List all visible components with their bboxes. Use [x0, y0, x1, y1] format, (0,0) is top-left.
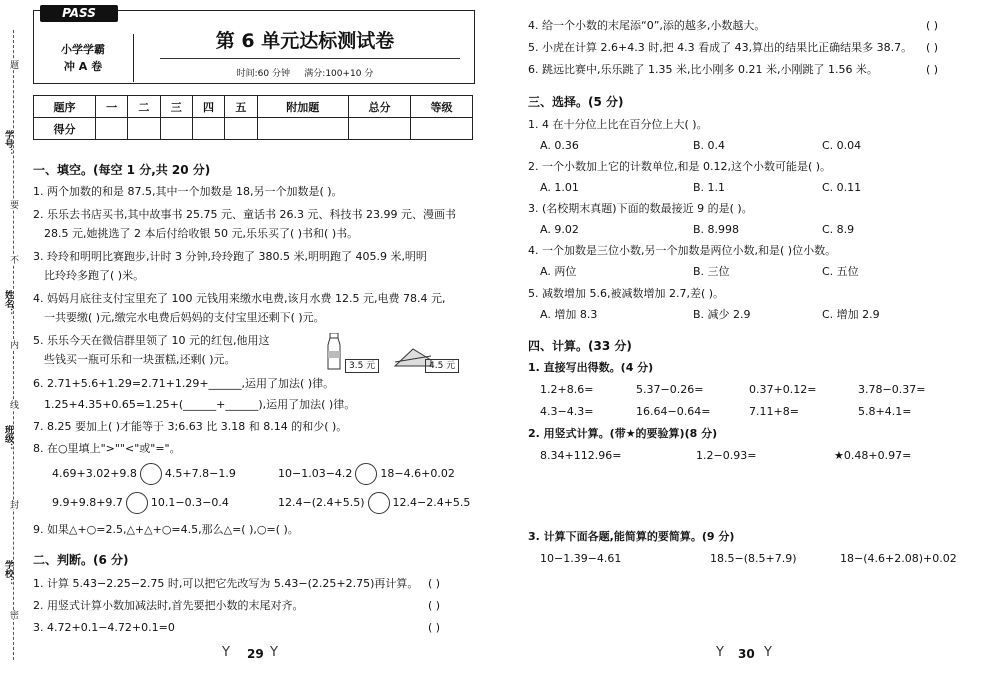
simplify-calc-item: 10−1.39−4.61 — [540, 552, 622, 565]
score-cell: 题序 — [34, 96, 96, 118]
fill-question-9: 9. 如果△+○=2.5,△+△+○=4.5,那么△=( ),○=( )。 — [33, 523, 299, 536]
judge-question-4: 4. 给一个小数的末尾添“0”,添的越多,小数越大。 — [528, 19, 766, 32]
direct-calc-item: 0.37+0.12= — [749, 383, 817, 396]
judge-answer-5[interactable]: ( ) — [926, 41, 939, 54]
score-input-cell[interactable] — [257, 118, 349, 140]
score-input-cell[interactable] — [192, 118, 224, 140]
judge-question-6: 6. 跳远比赛中,乐乐跳了 1.35 米,比小刚多 0.21 米,小刚跳了 1.56 米。 — [528, 63, 878, 76]
direct-calc-item: 16.64−0.64= — [636, 405, 711, 418]
choice-option: A. 1.01 — [540, 181, 579, 194]
judge-answer-2[interactable]: ( ) — [428, 599, 441, 612]
cola-bottle-icon — [322, 333, 346, 371]
compare-left: 9.9+9.8+9.7 — [52, 496, 123, 509]
school-label: 学校： — [3, 560, 13, 587]
fill-question-7: 7. 8.25 要加上( )才能等于 3;6.63 比 3.18 和 8.14 的和少( )。 — [33, 420, 348, 433]
section-fill-title: 一、填空。(每空 1 分,共 20 分) — [33, 163, 211, 177]
choice-option: B. 0.4 — [693, 139, 726, 152]
direct-calc-item: 4.3−4.3= — [540, 405, 594, 418]
pass-logo: PASS — [40, 5, 118, 22]
score-input-cell[interactable] — [95, 118, 127, 140]
compare-circle[interactable] — [140, 463, 162, 485]
direct-calc-item: 5.37−0.26= — [636, 383, 704, 396]
vertical-calc-item: ★0.48+0.97= — [834, 449, 912, 462]
judge-answer-6[interactable]: ( ) — [926, 63, 939, 76]
brand-line1: 小学学霸 — [61, 43, 105, 56]
direct-calc-item: 7.11+8= — [749, 405, 799, 418]
fill-question-8: 8. 在○里填上">""<"或"="。 — [33, 442, 181, 455]
judge-answer-1[interactable]: ( ) — [428, 577, 441, 590]
choice-question-1: 1. 4 在十分位上比在百分位上大( )。 — [528, 118, 708, 131]
compare-circle[interactable] — [126, 492, 148, 514]
compare-row-2a — [52, 492, 229, 514]
direct-calc-item: 5.8+4.1= — [858, 405, 912, 418]
cake-price-tag: 4.5 元 — [425, 359, 459, 373]
choice-option: C. 增加 2.9 — [822, 308, 880, 321]
score-cell: 二 — [128, 96, 160, 118]
test-meta — [140, 66, 470, 79]
choice-option: B. 8.998 — [693, 223, 740, 236]
choice-option: B. 减少 2.9 — [693, 308, 751, 321]
choice-option: A. 9.02 — [540, 223, 579, 236]
score-cell: 一 — [95, 96, 127, 118]
seal-char: 题 — [8, 60, 18, 69]
seal-char: 封 — [8, 500, 18, 509]
section-judge-title: 二、判断。(6 分) — [33, 553, 129, 567]
section-calc-title: 四、计算。(33 分) — [528, 339, 632, 353]
score-input-cell[interactable] — [160, 118, 192, 140]
compare-circle[interactable] — [368, 492, 390, 514]
fill-question-5b: 些钱买一瓶可乐和一块蛋糕,还剩( )元。 — [44, 353, 236, 366]
compare-left: 4.69+3.02+9.8 — [52, 467, 137, 480]
score-cell: 总分 — [349, 96, 411, 118]
seal-char: 线 — [8, 400, 18, 409]
choice-option: A. 增加 8.3 — [540, 308, 598, 321]
choice-option: B. 1.1 — [693, 181, 726, 194]
compare-right: 18−4.6+0.02 — [380, 467, 455, 480]
score-cell: 五 — [225, 96, 257, 118]
compare-right: 10.1−0.3−0.4 — [150, 496, 229, 509]
score-header-row — [34, 96, 473, 118]
fill-question-6a: 6. 2.71+5.6+1.29=2.71+1.29+______,运用了加法( )律。 — [33, 377, 335, 390]
title-rule — [160, 58, 460, 59]
number-label: 学号： — [3, 130, 13, 157]
fill-question-6b: 1.25+4.35+0.65=1.25+(______+______),运用了加法( )律。 — [44, 398, 356, 411]
calc-part-2-title: 2. 用竖式计算。(带★的要验算)(8 分) — [528, 427, 718, 440]
compare-left: 10−1.03−4.2 — [278, 467, 353, 480]
sprout-icon: Y — [764, 645, 772, 660]
compare-row-1b — [278, 463, 455, 485]
seal-char: 不 — [8, 255, 18, 264]
judge-question-5: 5. 小虎在计算 2.6+4.3 时,把 4.3 看成了 43,算出的结果比正确结果多 38.7。 — [528, 41, 913, 54]
calc-part-1-title: 1. 直接写出得数。(4 分) — [528, 361, 654, 374]
choice-option: C. 0.04 — [822, 139, 862, 152]
direct-calc-item: 1.2+8.6= — [540, 383, 594, 396]
score-table — [33, 95, 473, 140]
judge-question-3: 3. 4.72+0.1−4.72+0.1=0 — [33, 621, 175, 634]
compare-right: 12.4−2.4+5.5 — [392, 496, 471, 509]
vertical-calc-item: 1.2−0.93= — [696, 449, 757, 462]
fill-question-1: 1. 两个加数的和是 87.5,其中一个加数是 18,另一个加数是( )。 — [33, 185, 343, 198]
score-cell: 三 — [160, 96, 192, 118]
score-cell: 等级 — [411, 96, 473, 118]
fill-question-2a: 2. 乐乐去书店买书,其中故事书 25.75 元、童话书 26.3 元、科技书 23.99 元、漫画书 — [33, 208, 456, 221]
vertical-calc-item: 8.34+112.96= — [540, 449, 622, 462]
sprout-icon: Y — [270, 645, 278, 660]
fill-question-5a: 5. 乐乐今天在微信群里领了 10 元的红包,他用这 — [33, 334, 270, 347]
simplify-calc-item: 18−(4.6+2.08)+0.02 — [840, 552, 957, 565]
choice-option: A. 0.36 — [540, 139, 579, 152]
choice-option: C. 五位 — [822, 265, 859, 278]
seal-char: 内 — [8, 340, 18, 349]
brand-line2: 冲 A 卷 — [63, 60, 103, 73]
direct-calc-item: 3.78−0.37= — [858, 383, 926, 396]
score-cell: 附加题 — [257, 96, 349, 118]
seal-char: 要 — [8, 200, 18, 209]
seal-char: 密 — [8, 610, 18, 619]
page-number-left: 29 — [247, 647, 264, 661]
compare-left: 12.4−(2.4+5.5) — [278, 496, 365, 509]
choice-option: B. 三位 — [693, 265, 730, 278]
sprout-icon: Y — [716, 645, 724, 660]
choice-question-2: 2. 一个小数加上它的计数单位,和是 0.12,这个小数可能是( )。 — [528, 160, 832, 173]
score-cell: 四 — [192, 96, 224, 118]
judge-answer-4[interactable]: ( ) — [926, 19, 939, 32]
compare-circle[interactable] — [355, 463, 377, 485]
binding-margin — [0, 0, 28, 684]
score-row-label: 得分 — [34, 118, 96, 140]
score-input-cell[interactable] — [349, 118, 411, 140]
time-limit: 时间:60 分钟 — [236, 69, 290, 79]
brand-box — [33, 34, 134, 82]
fill-question-4b: 一共要缴( )元,缴完水电费后妈妈的支付宝里还剩下( )元。 — [44, 311, 325, 324]
score-input-cell[interactable] — [411, 118, 473, 140]
choice-question-4: 4. 一个加数是三位小数,另一个加数是两位小数,和是( )位小数。 — [528, 244, 837, 257]
sprout-icon: Y — [222, 645, 230, 660]
judge-question-2: 2. 用竖式计算小数加减法时,首先要把小数的末尾对齐。 — [33, 599, 304, 612]
fill-question-3b: 比玲玲多跑了( )米。 — [44, 269, 145, 282]
section-choice-title: 三、选择。(5 分) — [528, 95, 624, 109]
choice-option: A. 两位 — [540, 265, 577, 278]
score-input-cell[interactable] — [128, 118, 160, 140]
class-label: 班级： — [3, 425, 13, 452]
fill-question-4a: 4. 妈妈月底往支付宝里充了 100 元钱用来缴水电费,该月水费 12.5 元,电费 78.4 元, — [33, 292, 446, 305]
cola-price-tag: 3.5 元 — [345, 359, 379, 373]
fill-question-2b: 28.5 元,她挑选了 2 本后付给收银 50 元,乐乐买了( )书和( )书。 — [44, 227, 359, 240]
full-score: 满分:100+10 分 — [304, 69, 374, 79]
simplify-calc-item: 18.5−(8.5+7.9) — [710, 552, 797, 565]
choice-option: C. 0.11 — [822, 181, 862, 194]
score-value-row — [34, 118, 473, 140]
judge-answer-3[interactable]: ( ) — [428, 621, 441, 634]
fill-question-3a: 3. 玲玲和明明比赛跑步,计时 3 分钟,玲玲跑了 380.5 米,明明跑了 405.9 米,明明 — [33, 250, 427, 263]
choice-question-3: 3. (名校期末真题)下面的数最接近 9 的是( )。 — [528, 202, 753, 215]
compare-right: 4.5+7.8−1.9 — [164, 467, 236, 480]
compare-row-1a — [52, 463, 236, 485]
score-input-cell[interactable] — [225, 118, 257, 140]
page-title: 第 6 单元达标测试卷 — [215, 30, 395, 52]
judge-question-1: 1. 计算 5.43−2.25−2.75 时,可以把它先改写为 5.43−(2.25+2.75)再计算。 — [33, 577, 419, 590]
compare-row-2b — [278, 492, 470, 514]
choice-option: C. 8.9 — [822, 223, 855, 236]
page-number-right: 30 — [738, 647, 755, 661]
name-label: 姓名： — [3, 290, 13, 317]
choice-question-5: 5. 减数增加 5.6,被减数增加 2.7,差( )。 — [528, 287, 725, 300]
calc-part-3-title: 3. 计算下面各题,能简算的要简算。(9 分) — [528, 530, 735, 543]
